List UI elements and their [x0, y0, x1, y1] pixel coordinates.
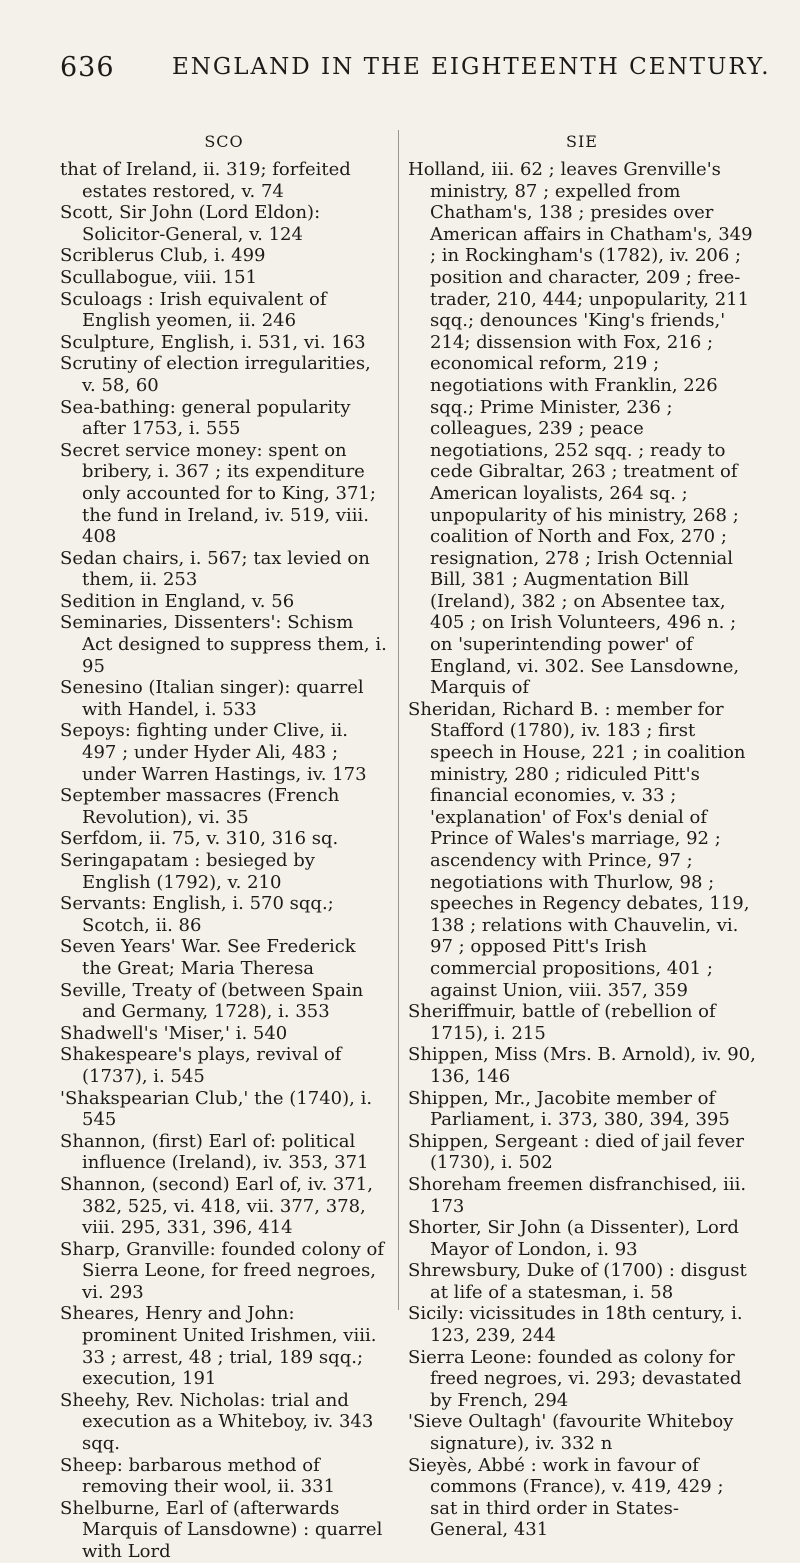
index-entry: Sculpture, English, i. 531, vi. 163 — [60, 331, 366, 353]
index-entry: Shakespeare's plays, revival of (1737), i. 545 — [60, 1044, 342, 1087]
index-entry: Sculoags : Irish equivalent of English yeomen, ii. 246 — [60, 288, 327, 332]
right-column — [408, 132, 756, 1541]
index-entry: Sheehy, Rev. Nicholas: trial and execution as a Whiteboy, iv. 343 sqq. — [60, 1389, 374, 1455]
index-entry: Sierra Leone: founded as colony for freed negroes, vi. 293; devastated by French, 294 — [408, 1346, 742, 1411]
running-title: ENGLAND IN THE EIGHTEENTH CENTURY. — [172, 54, 771, 80]
index-entry: Senesino (Italian singer): quarrel with Handel, i. 533 — [60, 677, 364, 720]
index-entry: Shoreham freemen disfranchised, iii. 173 — [408, 1173, 747, 1217]
page-header — [60, 52, 771, 92]
index-entry: Shelburne, Earl of (afterwards Marquis of Lansdowne) : quarrel with Lord — [60, 1497, 383, 1562]
index-entry: Seringapatam : besieged by English (1792), v. 210 — [60, 850, 315, 893]
index-entry: Shrewsbury, Duke of (1700) : disgust at life of a statesman, i. 58 — [408, 1260, 747, 1303]
index-entry: Shippen, Mr., Jacobite member of Parliament, i. 373, 380, 394, 395 — [408, 1087, 730, 1131]
index-entry: Sheriffmuir, battle of (rebellion of 1715), i. 215 — [408, 1001, 716, 1044]
index-entry: Sedan chairs, i. 567; tax levied on them, ii. 253 — [60, 547, 370, 591]
index-entry: Shippen, Sergeant : died of jail fever (1730), i. 502 — [408, 1130, 744, 1174]
column-guide-word: SIE — [566, 132, 598, 151]
index-entry: Sheep: barbarous method of removing their wool, ii. 331 — [60, 1454, 336, 1498]
left-column — [60, 132, 388, 1563]
index-entry: Sicily: vicissitudes in 18th century, i. 123, 239, 244 — [408, 1303, 743, 1347]
index-entry: Sea-bathing: general popularity after 1753, i. 555 — [60, 396, 351, 440]
column-divider — [398, 130, 399, 1310]
index-entry: Sheridan, Richard B. : member for Stafford (1780), iv. 183 ; first speech in House, 221 ; in coalition ministry, 280 ; ridiculed Pitt's financial economies, v. 33 ; 'explanation' of Fox's denial of Prince of Wales's marriage, 92 ; ascendency with Prince, 97 ; negotiations with Thurlow, 98 ; speeches in Regency debates, 119, 138 ; relations with Chauvelin, vi. 97 ; opposed Pitt's Irish commercial propositions, 401 ; against Union, viii. 357, 359 — [408, 698, 750, 1001]
index-entry: Sharp, Granville: founded colony of Sierra Leone, for freed negroes, vi. 293 — [60, 1238, 385, 1303]
index-entry: 'Shakspearian Club,' the (1740), i. 545 — [60, 1087, 373, 1131]
index-entry: Shadwell's 'Miser,' i. 540 — [60, 1022, 288, 1044]
column-guide-word: SCO — [204, 132, 244, 151]
index-entry: Holland, iii. 62 ; leaves Grenville's ministry, 87 ; expelled from Chatham's, 138 ; presides over American affairs in Chatham's, 349 ; in Rockingham's (1782), iv. 206 ; position and character, 209 ; free-trader, 210, 444; unpopularity, 211 sqq.; denounces 'King's friends,' 214; dissension with Fox, 216 ; economical reform, 219 ; negotiations with Franklin, 226 sqq.; Prime Minister, 236 ; colleagues, 239 ; peace negotiations, 252 sqq. ; ready to cede Gibraltar, 263 ; treatment of American loyalists, 264 sq. ; unpopularity of his ministry, 268 ; coalition of North and Fox, 270 ; resignation, 278 ; Irish Octennial Bill, 381 ; Augmentation Bill (Ireland), 382 ; on Absentee tax, 405 ; on Irish Volunteers, 496 n. ; on 'superintending power' of England, vi. 302. See Lansdowne, Marquis of — [408, 159, 753, 699]
index-entry: Scriblerus Club, i. 499 — [60, 245, 266, 267]
index-entry: Secret service money: spent on bribery, i. 367 ; its expenditure only accounted for to King, 371; the fund in Ireland, iv. 519, viii. 408 — [60, 439, 376, 548]
index-entry: Scullabogue, viii. 151 — [60, 266, 258, 288]
index-entry: that of Ireland, ii. 319; forfeited estates restored, v. 74 — [60, 159, 351, 202]
index-entry: Seville, Treaty of (between Spain and Germany, 1728), i. 353 — [60, 979, 364, 1023]
index-entry: Shippen, Miss (Mrs. B. Arnold), iv. 90, 136, 146 — [408, 1044, 756, 1087]
index-entry: Sheares, Henry and John: prominent United Irishmen, viii. 33 ; arrest, 48 ; trial, 189 sqq.; execution, 191 — [60, 1303, 377, 1390]
index-entry: Sedition in England, v. 56 — [60, 590, 295, 612]
index-entry: Seven Years' War. See Frederick the Great; Maria Theresa — [60, 936, 356, 979]
index-entry: 'Sieve Oultagh' (favourite Whiteboy signature), iv. 332 n — [408, 1411, 734, 1455]
page-number: 636 — [60, 52, 115, 83]
index-entry: Scrutiny of election irregularities, v. 58, 60 — [60, 353, 371, 396]
index-entry: Scott, Sir John (Lord Eldon): Solicitor-General, v. 124 — [60, 202, 321, 245]
index-entry: Serfdom, ii. 75, v. 310, 316 sq. — [60, 828, 339, 850]
index-entry: Sieyès, Abbé : work in favour of commons (France), v. 419, 429 ; sat in third order in States-General, 431 — [408, 1454, 724, 1541]
index-entry: Shorter, Sir John (a Dissenter), Lord Mayor of London, i. 93 — [408, 1217, 739, 1260]
index-entry: Seminaries, Dissenters': Schism Act designed to suppress them, i. 95 — [60, 612, 387, 677]
index-entry: Shannon, (first) Earl of: political influence (Ireland), iv. 353, 371 — [60, 1130, 369, 1174]
index-entry: Servants: English, i. 570 sqq.; Scotch, ii. 86 — [60, 893, 334, 936]
index-entry: September massacres (French Revolution), vi. 35 — [60, 785, 340, 828]
index-entry: Sepoys: fighting under Clive, ii. 497 ; under Hyder Ali, 483 ; under Warren Hastings, iv. 173 — [60, 720, 367, 785]
index-entry: Shannon, (second) Earl of, iv. 371, 382, 525, vi. 418, vii. 377, 378, viii. 295, 331, 396, 414 — [60, 1173, 373, 1239]
